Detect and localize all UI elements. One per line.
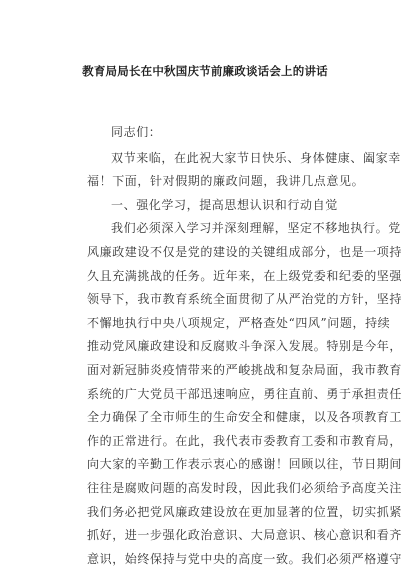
section-heading: 一、强化学习，提高思想认识和行动自觉 xyxy=(111,197,338,212)
paragraph-line: 全力确保了全市师生的生命安全和健康，以及各项教育工 xyxy=(87,410,403,425)
paragraph-line: 领导下，我市教育系统全面贯彻了从严治党的方针，坚持 xyxy=(87,292,403,307)
paragraph-line: 抓好，进一步强化政治意识、大局意识、核心意识和看齐 xyxy=(87,528,403,543)
paragraph-line: 作的正常进行。在此，我代表市委教育工委和市教育局， xyxy=(87,433,403,448)
paragraph-line: 我们必须深入学习并深刻理解，坚定不移地执行。党 xyxy=(111,221,401,236)
paragraph-line: 系统的广大党员干部迅速响应，勇往直前、勇于承担责任 xyxy=(87,386,403,401)
paragraph-line: 向大家的辛勤工作表示衷心的感谢！回顾以往，节日期间 xyxy=(87,457,403,472)
paragraph-line: 双节来临，在此祝大家节日快乐、身体健康、阖家幸 xyxy=(111,150,401,165)
document-title: 教育局局长在中秋国庆节前廉政谈话会上的讲话 xyxy=(82,64,328,78)
paragraph-line: 不懈地执行中央八项规定，严格查处“四风”问题，持续 xyxy=(87,315,391,330)
paragraph-line: 久且充满挑战的任务。近年来，在上级党委和纪委的坚强 xyxy=(87,268,403,283)
paragraph-line: 福！下面，针对假期的廉政问题，我讲几点意见。 xyxy=(87,174,365,189)
paragraph-line: 风廉政建设不仅是党的建设的关键组成部分，也是一项持 xyxy=(87,244,403,259)
document-body xyxy=(87,121,403,571)
paragraph-line: 意识，始终保持与党中央的高度一致。我们必须严格遵守 xyxy=(87,551,403,566)
paragraph-line: 我们务必把党风廉政建设放在更加显著的位置，切实抓紧 xyxy=(87,504,403,519)
paragraph-line: 往往是腐败问题的高发时段，因此我们必须给予高度关注 xyxy=(87,480,403,495)
paragraph-line: 推动党风廉政建设和反腐败斗争深入发展。特别是今年， xyxy=(87,339,403,354)
greeting: 同志们： xyxy=(111,125,162,139)
paragraph-lines xyxy=(87,147,403,572)
paragraph-line: 面对新冠肺炎疫情带来的严峻挑战和复杂局面，我市教育 xyxy=(87,362,403,377)
